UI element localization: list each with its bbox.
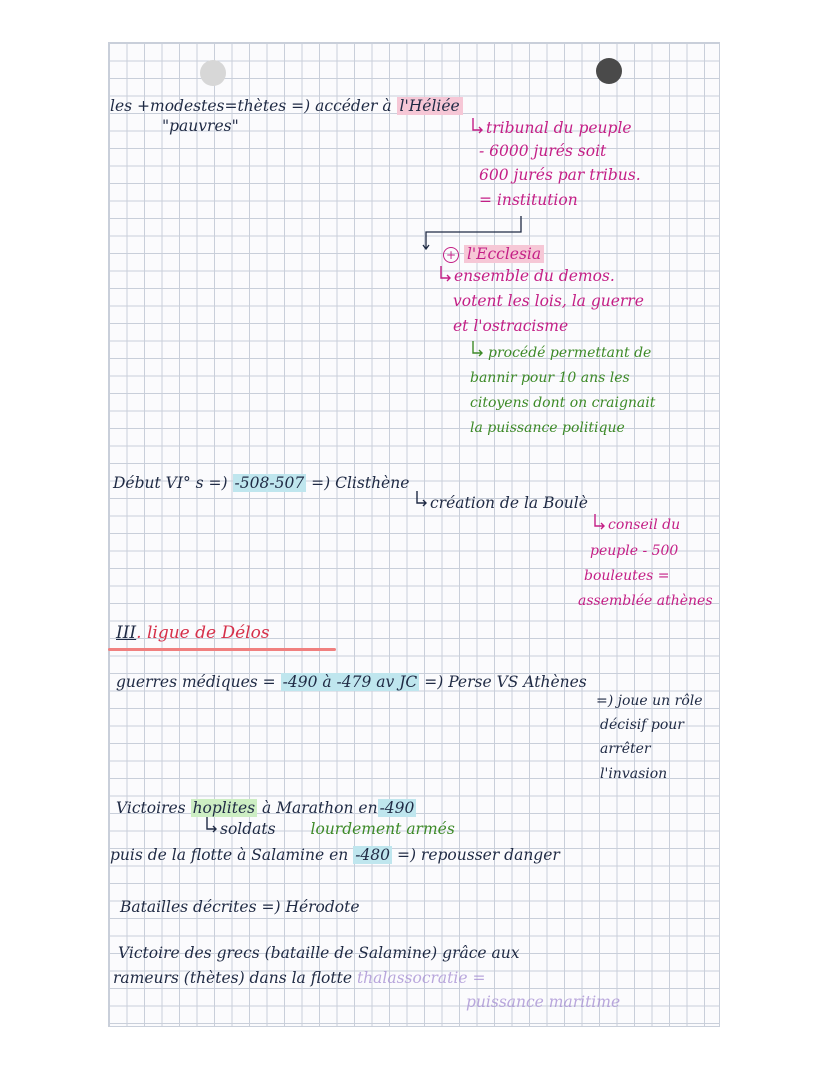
grid-paper-sheet [108, 42, 720, 1027]
institution-text: = institution [479, 191, 578, 209]
section-underline [108, 648, 336, 651]
conseil-line-1: conseil du [608, 517, 681, 533]
punch-hole-left [200, 60, 226, 86]
victoire-grecs-line-2: rameurs (thètes) dans la flotte thalassocratie = [113, 969, 486, 987]
procede-line-3: citoyens dont on craignait [470, 395, 656, 411]
heliee-highlight: l'Héliée [397, 97, 463, 115]
jures-line-2: 600 jurés par tribus. [479, 166, 641, 184]
conseil-line-4: assemblée athènes [578, 593, 713, 609]
clisthene-arrow-icon [414, 490, 428, 508]
conseil-line-2: peuple - 500 [590, 543, 679, 559]
role-line-1: =) joue un rôle [596, 693, 703, 709]
ostracisme-arrow-icon [470, 340, 484, 358]
guerres-dates-highlight: -490 à -479 av JC [282, 673, 418, 691]
ecclesia-title: + l'Ecclesia [443, 246, 544, 263]
salamine-line: puis de la flotte à Salamine en -480 =) repousser danger [110, 846, 560, 864]
jures-line-1: - 6000 jurés soit [479, 142, 607, 160]
procede-line-1: procédé permettant de [488, 345, 652, 361]
debut-line: Début VI° s =) -508-507 =) Clisthène [113, 474, 410, 492]
role-line-4: l'invasion [600, 766, 668, 782]
role-line-3: arrêter [600, 741, 651, 757]
ecclesia-line-3: et l'ostracisme [453, 317, 569, 335]
victoires-line: Victoires hoplites à Marathon en -490 [116, 799, 415, 817]
pauvres-label: "pauvres" [162, 117, 239, 135]
ecclesia-line-1: ensemble du demos. [454, 267, 615, 285]
soldats-line: soldats lourdement armés [220, 820, 455, 838]
thetes-line: les +modestes=thètes =) accéder à l'Héliée [110, 98, 463, 115]
victoire-grecs-line-1: Victoire des grecs (bataille de Salamine) grâce aux [118, 944, 520, 962]
tribunal-text: tribunal du peuple [486, 119, 632, 137]
heliee-arrow-icon [470, 117, 484, 135]
ecclesia-line-2: votent les lois, la guerre [453, 292, 644, 310]
creation-boule: création de la Boulè [430, 494, 588, 512]
section-heading: III. ligue de Délos [116, 623, 270, 643]
dates-highlight: -508-507 [234, 474, 305, 492]
thalassocratie-note: puissance maritime [466, 993, 621, 1011]
procede-line-2: bannir pour 10 ans les [470, 370, 630, 386]
punch-hole-right [596, 58, 622, 84]
date-480-highlight: -480 [355, 846, 391, 864]
ecclesia-arrow-icon [438, 265, 452, 283]
conseil-line-3: bouleutes = [584, 568, 670, 584]
batailles-line: Batailles décrites =) Hérodote [120, 898, 360, 916]
role-line-2: décisif pour [600, 717, 684, 733]
boule-arrow-icon [592, 513, 606, 531]
hoplites-arrow-icon [204, 816, 218, 834]
hoplites-highlight: hoplites [192, 799, 256, 817]
procede-line-4: la puissance politique [470, 420, 625, 436]
plus-circle-icon: + [443, 247, 459, 263]
guerres-line: guerres médiques = -490 à -479 av JC =) Perse VS Athènes [116, 673, 587, 691]
date-490-highlight: -490 [379, 799, 415, 817]
